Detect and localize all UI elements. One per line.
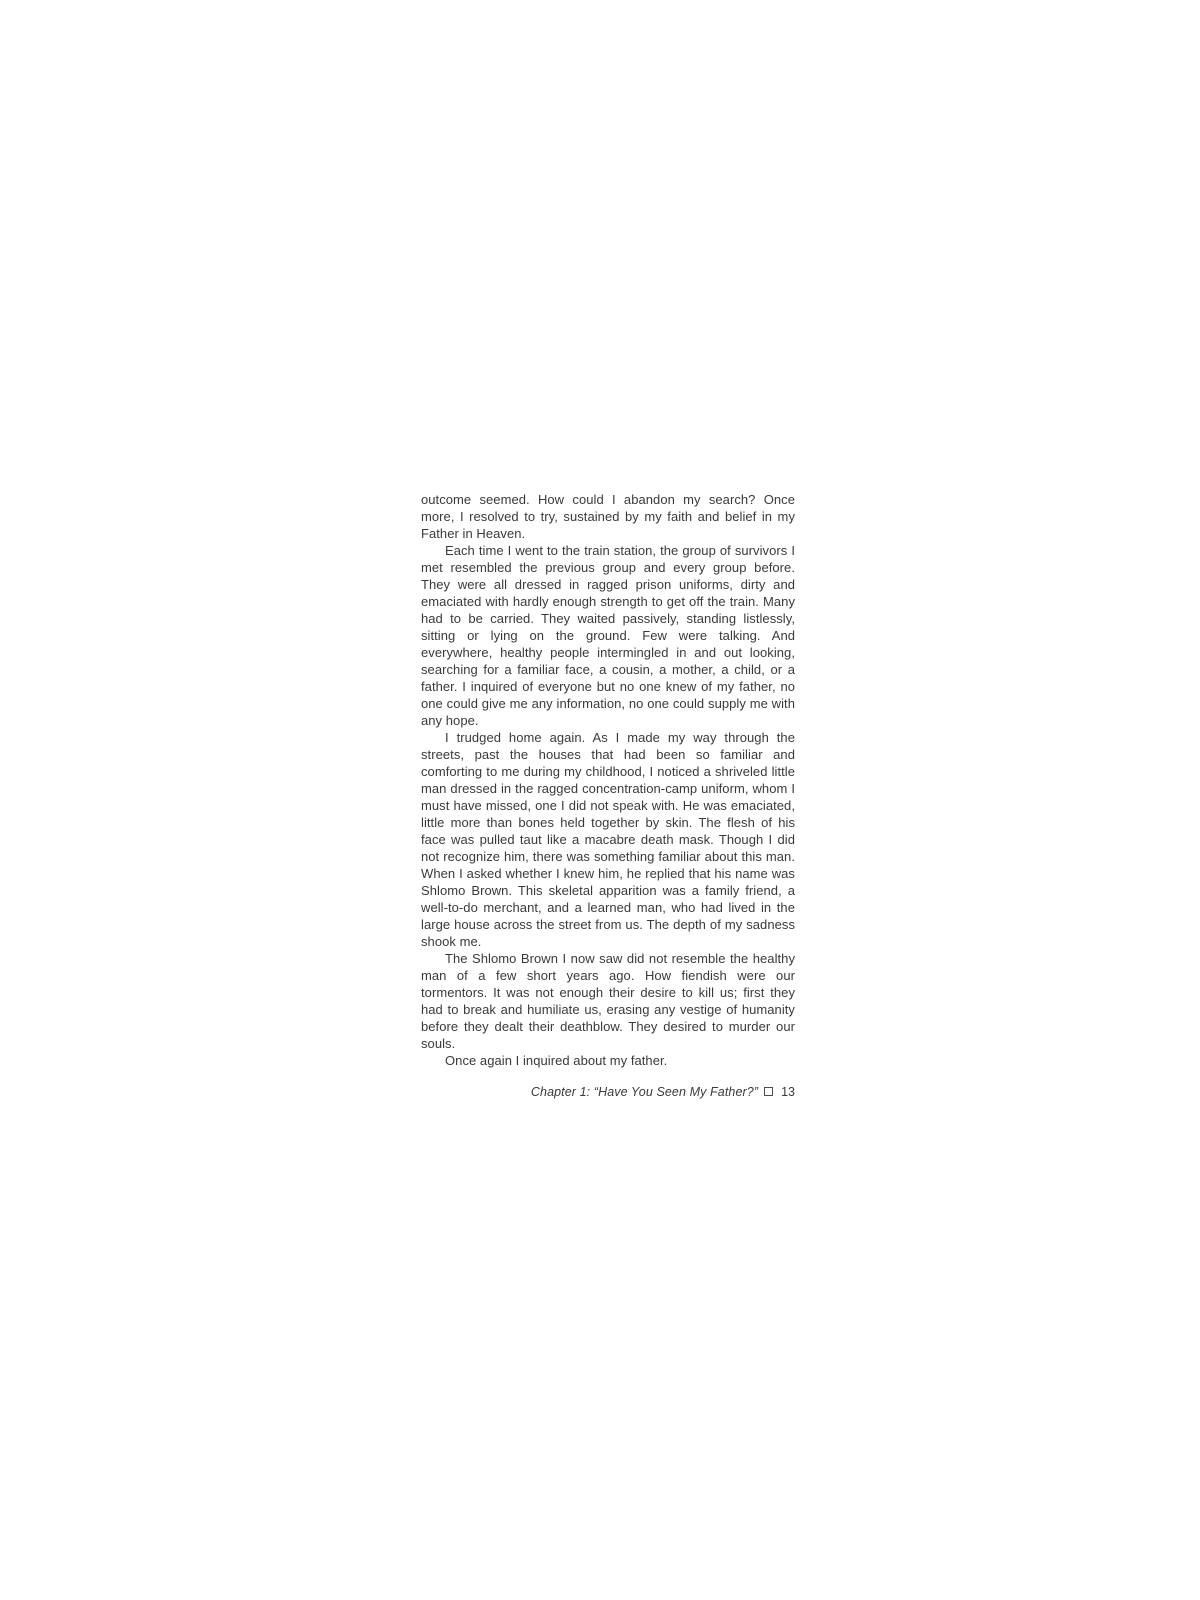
page-footer <box>421 1084 795 1101</box>
body-paragraph: Once again I inquired about my father. <box>445 1053 668 1068</box>
page-number: 13 <box>781 1085 795 1099</box>
body-paragraph: Each time I went to the train station, the group of survivors I met resembled the previous group and every group before. They were all dressed in ragged prison uniforms, dirty and emaciated with hardly enough strength to get off the train. Many had to be carried. They waited passively, standing listlessly, sitting or lying on the ground. Few were talking. And everywhere, healthy people intermingled in and out looking, searching for a familiar face, a cousin, a mother, a child, or a father. I inquired of everyone but no one knew of my father, no one could give me any information, no one could supply me with any hope. <box>421 543 795 728</box>
body-paragraph: I trudged home again. As I made my way through the streets, past the houses that had been so familiar and comforting to me during my childhood, I noticed a shriveled little man dressed in the ragged concentration-camp uniform, whom I must have missed, one I did not speak with. He was emaciated, little more than bones held together by skin. The flesh of his face was pulled taut like a macabre death mask. Though I did not recognize him, there was something familiar about this man. When I asked whether I knew him, he replied that his name was Shlomo Brown. This skeletal apparition was a family friend, a well-to-do merchant, and a learned man, who had lived in the large house across the street from us. The depth of my sadness shook me. <box>421 730 795 949</box>
body-paragraph: outcome seemed. How could I abandon my search? Once more, I resolved to try, sustained by my faith and belief in my Father in Heaven. <box>421 492 795 541</box>
body-paragraph: The Shlomo Brown I now saw did not resemble the healthy man of a few short years ago. How fiendish were our tormentors. It was not enough their desire to kill us; first they had to break and humiliate us, erasing any vestige of humanity before they dealt their deathblow. They desired to murder our souls. <box>421 951 795 1051</box>
square-ornament-icon <box>764 1087 773 1096</box>
body-text-column <box>421 491 795 1069</box>
running-footer-chapter-title: Chapter 1: “Have You Seen My Father?” <box>530 1085 759 1099</box>
